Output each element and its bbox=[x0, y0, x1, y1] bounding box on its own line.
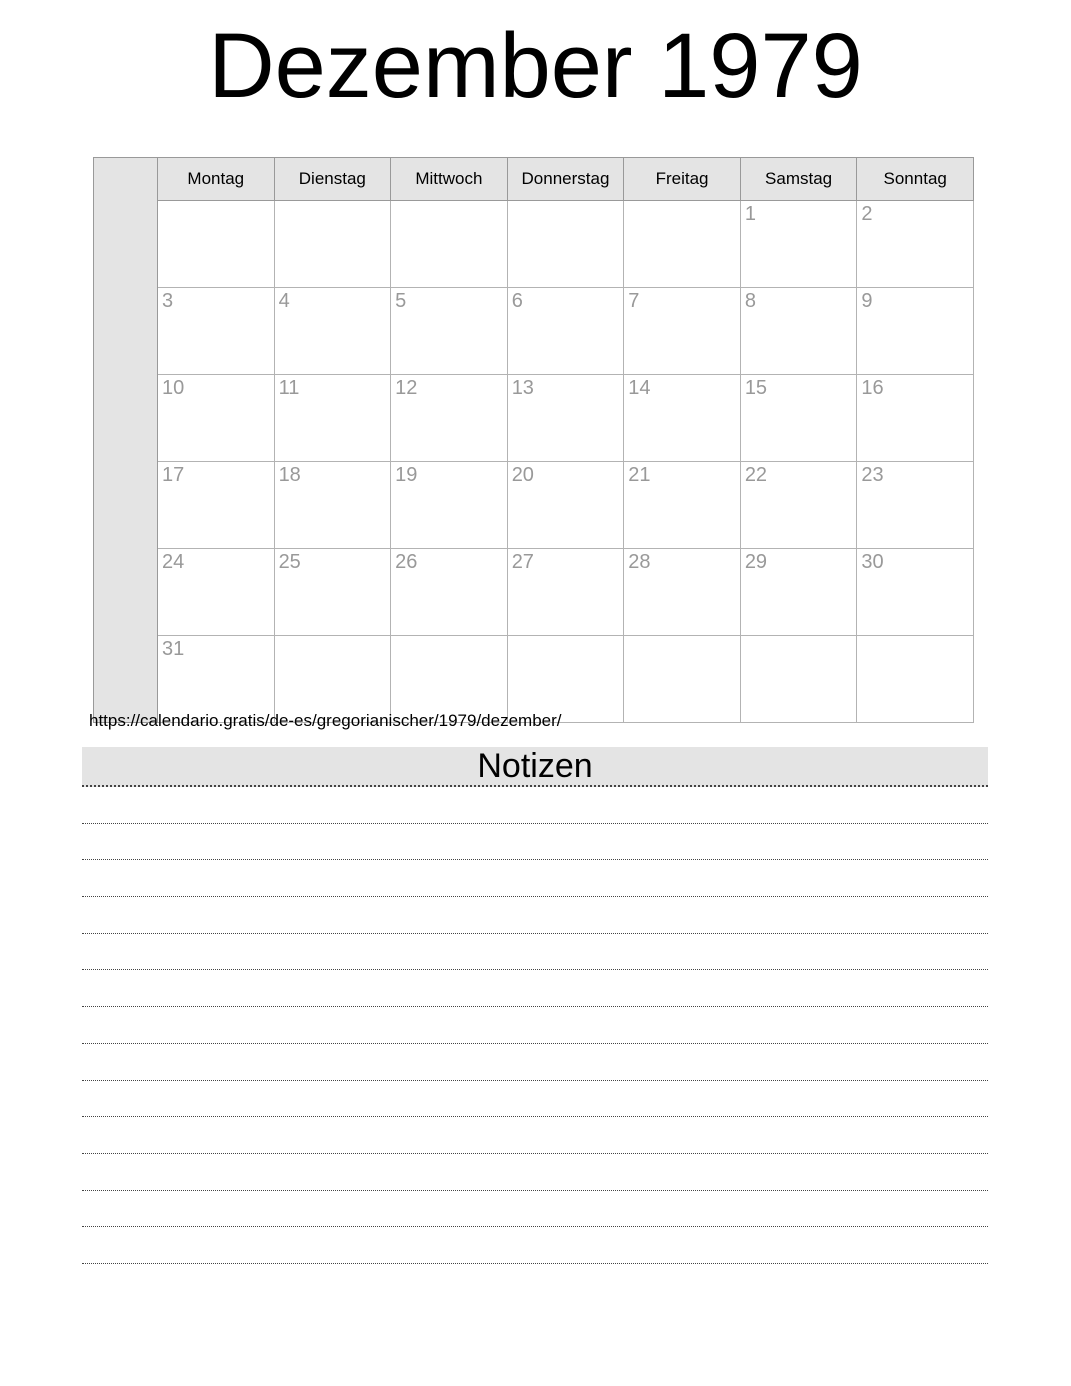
note-line bbox=[82, 1044, 988, 1081]
day-cell: 25 bbox=[274, 549, 391, 636]
calendar-week-row bbox=[94, 636, 974, 723]
day-cell: 7 bbox=[624, 288, 741, 375]
day-cell bbox=[507, 636, 624, 723]
day-cell: 14 bbox=[624, 375, 741, 462]
calendar-header-row bbox=[94, 158, 974, 201]
week-number-column bbox=[94, 158, 158, 723]
note-line bbox=[82, 1117, 988, 1154]
day-cell bbox=[857, 636, 974, 723]
day-cell: 11 bbox=[274, 375, 391, 462]
weekday-header-sunday: Sonntag bbox=[857, 158, 974, 201]
day-cell: 30 bbox=[857, 549, 974, 636]
day-cell: 2 bbox=[857, 201, 974, 288]
day-cell: 5 bbox=[391, 288, 508, 375]
calendar-week-row bbox=[94, 462, 974, 549]
day-cell: 17 bbox=[158, 462, 275, 549]
weekday-header-saturday: Samstag bbox=[740, 158, 857, 201]
source-url-text: https://calendario.gratis/de-es/gregorianischer/1979/dezember/ bbox=[89, 711, 562, 730]
day-cell: 22 bbox=[740, 462, 857, 549]
day-cell: 19 bbox=[391, 462, 508, 549]
note-line bbox=[82, 787, 988, 824]
note-line bbox=[82, 1227, 988, 1264]
day-cell bbox=[274, 636, 391, 723]
day-cell: 31 bbox=[158, 636, 275, 723]
note-line bbox=[82, 1154, 988, 1191]
day-cell: 9 bbox=[857, 288, 974, 375]
day-cell: 1 bbox=[740, 201, 857, 288]
note-line bbox=[82, 897, 988, 934]
page-title: Dezember 1979 bbox=[208, 15, 863, 117]
day-cell: 29 bbox=[740, 549, 857, 636]
note-line bbox=[82, 934, 988, 971]
day-cell bbox=[391, 201, 508, 288]
day-cell bbox=[624, 201, 741, 288]
weekday-header-tuesday: Dienstag bbox=[274, 158, 391, 201]
day-cell: 27 bbox=[507, 549, 624, 636]
day-cell: 12 bbox=[391, 375, 508, 462]
day-cell bbox=[274, 201, 391, 288]
day-cell: 18 bbox=[274, 462, 391, 549]
note-line bbox=[82, 1081, 988, 1118]
notes-header: Notizen bbox=[82, 747, 988, 787]
note-line bbox=[82, 824, 988, 861]
day-cell: 15 bbox=[740, 375, 857, 462]
day-cell: 3 bbox=[158, 288, 275, 375]
day-cell: 20 bbox=[507, 462, 624, 549]
day-cell: 23 bbox=[857, 462, 974, 549]
weekday-header-wednesday: Mittwoch bbox=[391, 158, 508, 201]
weekday-header-monday: Montag bbox=[158, 158, 275, 201]
day-cell bbox=[740, 636, 857, 723]
day-cell: 24 bbox=[158, 549, 275, 636]
notes-lines bbox=[82, 787, 988, 1264]
calendar-week-row bbox=[94, 375, 974, 462]
weekday-header-thursday: Donnerstag bbox=[507, 158, 624, 201]
note-line bbox=[82, 860, 988, 897]
calendar-table bbox=[93, 157, 974, 723]
day-cell: 6 bbox=[507, 288, 624, 375]
day-cell: 13 bbox=[507, 375, 624, 462]
day-cell bbox=[391, 636, 508, 723]
day-cell bbox=[507, 201, 624, 288]
day-cell: 8 bbox=[740, 288, 857, 375]
day-cell: 4 bbox=[274, 288, 391, 375]
day-cell bbox=[624, 636, 741, 723]
calendar-week-row bbox=[94, 549, 974, 636]
note-line bbox=[82, 970, 988, 1007]
notes-section bbox=[82, 747, 988, 1264]
day-cell: 16 bbox=[857, 375, 974, 462]
calendar-week-row bbox=[94, 288, 974, 375]
note-line bbox=[82, 1191, 988, 1228]
day-cell: 21 bbox=[624, 462, 741, 549]
note-line bbox=[82, 1007, 988, 1044]
calendar-week-row bbox=[94, 201, 974, 288]
weekday-header-friday: Freitag bbox=[624, 158, 741, 201]
day-cell bbox=[158, 201, 275, 288]
day-cell: 10 bbox=[158, 375, 275, 462]
day-cell: 28 bbox=[624, 549, 741, 636]
day-cell: 26 bbox=[391, 549, 508, 636]
